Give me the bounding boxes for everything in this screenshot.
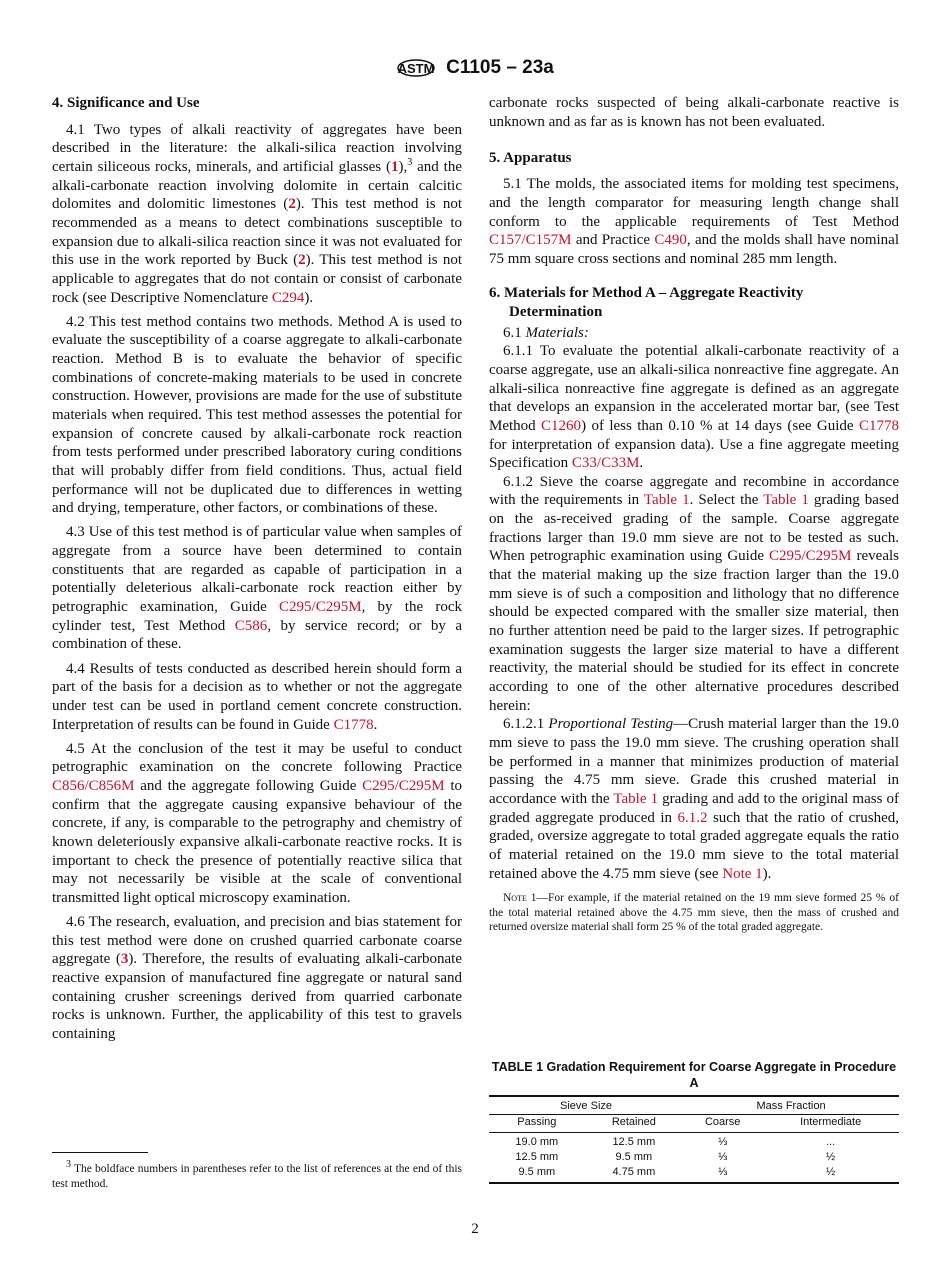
reference-link[interactable]: Note 1 bbox=[722, 865, 763, 882]
table-row bbox=[489, 1150, 899, 1165]
heading-apparatus: 5. Apparatus bbox=[489, 149, 572, 166]
italic-term: Proportional Testing bbox=[548, 716, 674, 733]
footnote-text: The boldface numbers in parentheses refer to the list of references at the end of this test method. bbox=[52, 1163, 462, 1190]
reference-link[interactable]: C294 bbox=[271, 289, 305, 306]
left-column bbox=[52, 94, 462, 1049]
heading-significance: 4. Significance and Use bbox=[52, 95, 200, 111]
para-6-1: 6.1 Materials: bbox=[503, 324, 589, 341]
column-header: Retained bbox=[585, 1115, 683, 1133]
reference-link[interactable]: 6.1.2 bbox=[677, 809, 708, 826]
para-6-1-2-1: 6.1.2.1 Proportional Testing—Crush material larger than the 19.0 mm sieve to pass the 19.0 mm sieve. The crushing operation shall be performed in a manner that minimizes production of material passing the 4.75 mm sieve. Grade this crushed material in accordance with the Table 1 grading and add to the original mass of graded aggregate produced in 6.1.2 such that the ratio of crushed, graded, oversize aggregate to total graded aggregate equals the ratio of material retained on the 19.0 mm sieve to the total material retained above the 4.75 mm sieve (see Note 1). bbox=[489, 716, 899, 882]
reference-link[interactable]: C1778 bbox=[333, 716, 374, 733]
column-header: Intermediate bbox=[762, 1115, 899, 1133]
table-cell: 9.5 mm bbox=[615, 1151, 653, 1163]
table-cell: ⅓ bbox=[683, 1165, 762, 1183]
footnote-rule bbox=[52, 1152, 148, 1153]
para-6-1-1: 6.1.1 To evaluate the potential alkali-carbonate reactivity of a coarse aggregate, use an alkali-silica nonreactive fine aggregate. An alkali-silica nonreactive fine aggregate is defined as an aggregate that develops an expansion in the accelerated mortar bar, (see Test Method C1260) of less than 0.10 % at 14 days (see Guide C1778 for interpretation of expansion data). Use a fine aggregate meeting Specification C33/C33M. bbox=[489, 343, 899, 472]
column-header: Passing bbox=[489, 1115, 585, 1133]
right-column bbox=[489, 94, 899, 934]
para-6-1-2: 6.1.2 Sieve the coarse aggregate and recombine in accordance with the requirements in Table 1. Select the Table 1 grading based on the as-received grading of the sample. Coarse aggregate fractions larger than 19.0 mm sieve are not to be tested as such. When petrographic examination using Guide C295/C295M reveals that the material making up the size fraction larger than the 19.0 mm sieve is of such a composition and lithology that no difference should be expected compared with the smaller size material, then no further attention need be paid to the larger sizes. If petrographic examination suggests the larger size material to have a different reactivity, the material should be studied for its effect in concrete according to one of the other alternative procedures described herein: bbox=[489, 473, 900, 714]
footnote-3 bbox=[52, 1159, 462, 1192]
reference-link[interactable]: Table 1 bbox=[613, 790, 659, 807]
note-1: Note 1—For example, if the material retained on the 19 mm sieve formed 25 % of the total material retained above the 4.75 mm sieve, then the mass of crushed and returned oversize material shall form 25 % of the total graded aggregate. bbox=[489, 892, 899, 934]
table-cell: ⅓ bbox=[718, 1151, 728, 1163]
reference-link[interactable]: C490 bbox=[654, 232, 687, 249]
table-cell: 4.75 mm bbox=[585, 1165, 683, 1183]
reference-link[interactable]: C295/C295M bbox=[279, 599, 362, 616]
table-cell: 9.5 mm bbox=[489, 1165, 585, 1183]
table-row bbox=[489, 1133, 899, 1151]
svg-text:ASTM: ASTM bbox=[397, 61, 435, 76]
table-cell: 12.5 mm bbox=[515, 1151, 559, 1163]
table-1 bbox=[489, 1059, 899, 1184]
footnote-mark: 3 bbox=[407, 156, 413, 168]
para-4-1: 4.1 Two types of alkali reactivity of aggregates have been described in the literature: the alkali-silica reaction involving certain siliceous rocks, minerals, and artificial glasses (1),$^3$ and the alkali-carbonate reaction involving dolomite in certain calcitic dolomites and dolomitic limestones (2). This test method is not recommended as a means to detect combinations susceptible to expansion due to alkali-silica reaction since it was not evaluated for this use in the work reported by Buck (2). This test method is not applicable to aggregates that do not contain or consist of carbonate rock (see Descriptive Nomenclature C294). bbox=[52, 121, 462, 306]
citation-link[interactable]: 2 bbox=[298, 252, 306, 269]
astm-logo bbox=[396, 52, 436, 84]
designation: C1105 – 23a bbox=[446, 57, 554, 78]
table-row bbox=[489, 1165, 899, 1183]
table-cell: ... bbox=[826, 1136, 836, 1148]
reference-link[interactable]: Table 1 bbox=[643, 492, 690, 509]
reference-link[interactable]: C157/C157M bbox=[489, 232, 572, 249]
table-cell: 19.0 mm bbox=[515, 1136, 559, 1148]
para-4-3: 4.3 Use of this test method is of particular value when samples of aggregate from a source have been determined to contain constituents that are regarded as capable of participation in a potentially deleterious alkali-carbonate rock reaction either by petrographic examination, Guide C295/C295M, by the rock cylinder test, Test Method C586, by service record; or by a combination of these. bbox=[52, 524, 462, 653]
note-label: Note bbox=[503, 892, 527, 905]
para-4-5: 4.5 At the conclusion of the test it may be useful to conduct petrographic examination on the concrete following Practice C856/C856M and the aggregate following Guide C295/​C295M to confirm that the aggregate causing expansive behaviour of the concrete, if any, is comparable to the petrography and chemistry of known deleteriously expansive alkali-carbonate reactive rocks. It is important to check the presence of potentially reactive silica that may not necessarily be visible at the scale of conventional transmitted light optical microscopy examination. bbox=[52, 740, 462, 906]
reference-link[interactable]: Table 1 bbox=[763, 492, 809, 509]
page-header bbox=[0, 52, 950, 84]
column-header: Coarse bbox=[683, 1115, 762, 1133]
para-4-4: 4.4 Results of tests conducted as described herein should form a part of the basis for a decision as to whether or not the aggregate under test can be used in portland cement concrete construction. Interpretation of results can be found in Guide C1778. bbox=[52, 660, 462, 733]
reference-link[interactable]: C856/C856M bbox=[52, 777, 135, 794]
reference-link[interactable]: C295/C295M bbox=[769, 548, 852, 565]
table-cell: ½ bbox=[762, 1165, 899, 1183]
italic-term: Materials: bbox=[525, 324, 589, 341]
table-title: TABLE 1 Gradation Requirement for Coarse Aggregate in Procedure A bbox=[491, 1060, 897, 1090]
gradation-table bbox=[489, 1095, 899, 1184]
citation-link[interactable]: 2 bbox=[288, 196, 296, 213]
table-cell: ½ bbox=[826, 1151, 836, 1163]
heading-materials: 6. Materials for Method A – Aggregate Reactivity Determination bbox=[489, 285, 804, 320]
para-4-2: 4.2 This test method contains two methods. Method A is used to evaluate the susceptibility of a coarse aggregate to alkali-carbonate reaction. Method B is to evaluate the behavior of specific combinations of concrete-making materials to be used in concrete construction. However, provisions are made for the use of substitute materials when required. This test method assesses the potential for expansion of concrete caused by alkali-carbonate rock reaction from tests performed under prescribed laboratory curing conditions that will probably differ from field conditions. Thus, actual field performance will not be duplicated due to differences in wetting and drying, temperature, other factors, or combinations of these. bbox=[52, 313, 462, 517]
reference-link[interactable]: C586 bbox=[234, 617, 268, 634]
group-header-sieve-size: Sieve Size bbox=[489, 1096, 683, 1115]
citation-link[interactable]: 3 bbox=[120, 951, 129, 968]
page-number: 2 bbox=[471, 1221, 479, 1237]
para-4-6: 4.6 The research, evaluation, and precision and bias statement for this test method were done on crushed quarried carbonate coarse aggregate (3). Therefore, the results of evaluating alkali-carbonate reactive expansion of manufactured fine aggregate or natural sand containing crusher screenings derived from quarried carbonate rocks is unknown. Further, the applicability of this test to gravels containing bbox=[52, 914, 462, 1042]
reference-link[interactable]: C33/C33M bbox=[571, 455, 640, 472]
reference-link[interactable]: C295/​C295M bbox=[362, 777, 445, 794]
citation-link[interactable]: 1 bbox=[391, 158, 399, 175]
footnote-mark: 3 bbox=[66, 1159, 71, 1171]
table-cell: 12.5 mm bbox=[612, 1136, 656, 1148]
para-4-6-continued: carbonate rocks suspected of being alkali-carbonate reactive is unknown and as far as is known has not been evaluated. bbox=[489, 95, 899, 130]
table-cell: ⅓ bbox=[718, 1136, 728, 1148]
para-5-1: 5.1 The molds, the associated items for molding test specimens, and the length comparator for measuring length change shall conform to the applicable requirements of Test Method C157/C157M and Practice C490, and the molds shall have nominal 75 mm square cross sections and nominal 285 mm length. bbox=[489, 176, 899, 268]
reference-link[interactable]: C1260 bbox=[541, 417, 582, 434]
group-header-mass-fraction: Mass Fraction bbox=[683, 1096, 899, 1115]
reference-link[interactable]: C1778 bbox=[858, 417, 899, 434]
